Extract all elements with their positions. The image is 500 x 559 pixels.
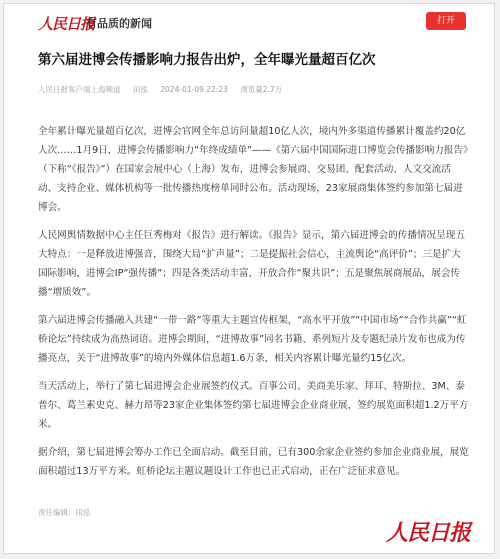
article-paragraph: 当天活动上，举行了第七届进博会企业展签约仪式。百事公司、美商美乐家、拜耳、特斯拉、3M、泰普尔、葛兰素史克、赫力昂等23家企业集体签约第七届进博会企业商业展，签约展览面积超1.2万平方米。 — [38, 381, 469, 430]
article-meta — [38, 84, 478, 95]
article-paragraph: 全年累计曝光量超百亿次，进博会官网全年总访问量超10亿人次，境内外多渠道传播累计覆盖约20亿人次……1月9日，进博会传播影响力“年终成绩单”——《第六届中国国际进口博览会传播影响力报告》（下称“《报告》”）在国家会展中心（上海）发布，进博会参展商、交易团、配套活动、人文交流活动、支持企业、媒体机构等一批传播热度榜单同时公布。活动现场，23家展商集体签约参加第七届进博会。 — [38, 126, 468, 213]
article-page — [3, 3, 495, 554]
article-datetime: 2024-01-09 22:23 — [160, 85, 228, 94]
article-body — [38, 122, 470, 490]
article-paragraph: 人民网舆情数据中心主任巨秀梅对《报告》进行解读。《报告》显示，第六届进博会的传播情况呈现五大特点：一是释放进博强音，围绕大局“扩声量”；二是提振社会信心，主流舆论“高评价”；三是扩大国际影响，进博会IP“强传播”；四是各类活动丰富，开放合作“聚共识”；五是聚焦展商展品，展会传播“增质效”。 — [38, 230, 465, 298]
top-bar — [4, 4, 494, 44]
article-paragraph: 第六届进博会传播融入共建“一带一路”等重大主题宣传框架，“高水平开放”“中国市场”“合作共赢”“虹桥论坛”持续成为高热词语。进博会期间，“进博故事”同名书籍、系列短片及专题纪录片发布也成为传播亮点，关于“进博故事”的境内外媒体信息超1.6万条，相关内容累计曝光量约15亿次。 — [38, 315, 467, 364]
footer-peoples-daily-logo: 人民日报 — [385, 520, 470, 546]
article-title: 第六届进博会传播影响力报告出炉，全年曝光量超百亿次 — [38, 52, 376, 68]
article-source: 人民日报客户端上海频道 — [38, 85, 121, 94]
article-author: 田泓 — [132, 85, 148, 94]
article-views: 浏览量2.7万 — [240, 85, 283, 94]
article-paragraph: 据介绍，第七届进博会筹办工作已全面启动。截至目前，已有300余家企业签约参加企业商业展，展览面积超过13万平方米。虹桥论坛主题议题设计工作也已正式启动，正在广泛征求意见。 — [38, 447, 469, 477]
open-in-app-button[interactable]: 打开 — [426, 12, 466, 30]
header-slogan: 有品质的新闻 — [86, 17, 152, 30]
article-editor: 责任编辑：田泓 — [38, 508, 91, 517]
peoples-daily-logo[interactable]: 人民日报 — [38, 15, 95, 33]
